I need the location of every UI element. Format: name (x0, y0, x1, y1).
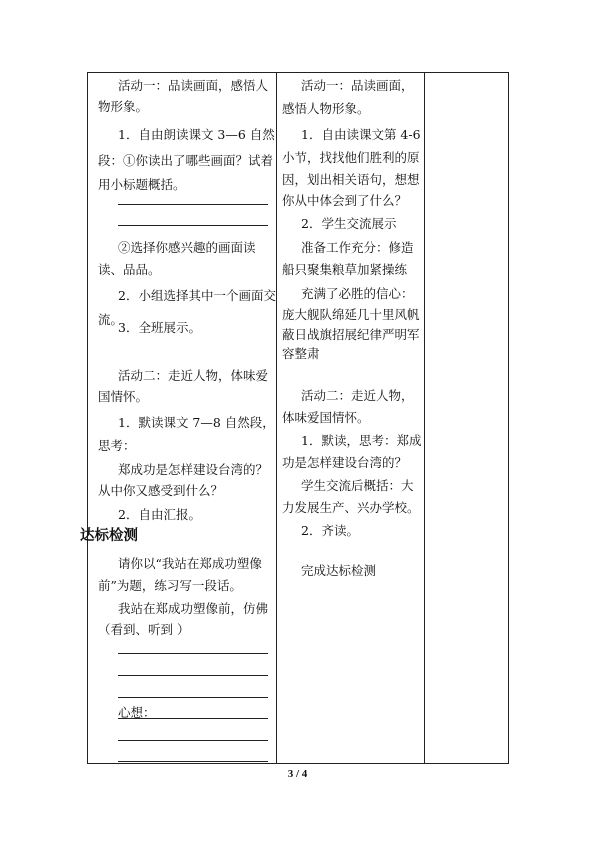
confidence-line1: 充满了必胜的信心： (301, 286, 414, 301)
confidence-line4: 容整肃 (282, 346, 320, 361)
writing-line-2 (118, 675, 268, 676)
answer-line-1 (118, 204, 268, 205)
writing-line-3 (118, 697, 268, 698)
step1b-line2: 读、品品。 (98, 262, 161, 277)
mid-step1-line1: 1．自由读课文第 4-6 (301, 127, 421, 142)
writing-line-6 (118, 761, 268, 762)
mid-activity2-title-line1: 活动二：走近人物， (301, 388, 414, 403)
mid-n1-line1: 1．默读，思考：郑成 (301, 433, 422, 448)
activity1-title-line1: 活动一：品读画面，感悟人 (118, 78, 269, 93)
step1b-line1: ②选择你感兴趣的画面读 (118, 240, 256, 255)
confidence-line2: 庞大舰队绵延几十里风帆 (282, 307, 420, 322)
summary-line1: 学生交流后概括：大 (301, 478, 414, 493)
confidence-line3: 蔽日战旗招展纪律严明军 (282, 327, 420, 342)
task-line2: 前”为题，练习写一段话。 (98, 578, 242, 593)
column-divider-1 (276, 73, 277, 763)
right-column (424, 73, 508, 763)
mid-activity2-title-line2: 体味爱国情怀。 (282, 410, 370, 425)
write-line2: （看到、听到 ） (98, 622, 190, 637)
lesson-plan-table (80, 72, 509, 764)
mid-step1-line2: 小节，找找他们胜利的原 (282, 150, 420, 165)
mid-activity1-title-line1: 活动一：品读画面， (301, 78, 414, 93)
mid-step2: 2．学生交流展示 (301, 216, 397, 231)
step2-line2: 流。 (98, 312, 124, 327)
step3: 3．全班展示。 (118, 320, 201, 335)
heart-label: 心想： (118, 705, 156, 720)
mid-step1-line4: 你从中体会到了什么？ (282, 193, 408, 208)
mid-step1-line3: 因，划出相关语句，想想 (282, 172, 420, 187)
activity2-title-line1: 活动二：走近人物，体味爱 (118, 368, 269, 383)
writing-line-4 (118, 718, 268, 719)
prep-line2: 船只聚集粮草加紧操练 (282, 262, 408, 277)
step1-line3: 用小标题概括。 (98, 177, 186, 192)
answer-line-2 (118, 225, 268, 226)
step1-line2: 段：①你读出了哪些画面？试着 (98, 153, 274, 168)
section-heading: 达标检测 (80, 528, 138, 544)
task-line1: 请你以“我站在郑成功塑像 (118, 556, 262, 571)
write-line1: 我站在郑成功塑像前，仿佛 (118, 601, 269, 616)
summary-line2: 力发展生产、兴办学校。 (282, 500, 420, 515)
prep-line1: 准备工作充分：修造 (301, 240, 414, 255)
writing-line-5 (118, 740, 268, 741)
s2: 2．自由汇报。 (118, 507, 201, 522)
step2-line1: 2．小组选择其中一个画面交 (118, 288, 276, 303)
s1-line1: 1．默读课文 7—8 自然段， (118, 415, 275, 430)
mid-n1-line2: 功是怎样建设台湾的？ (282, 455, 408, 470)
s1-question-line2: 从中你又感受到什么？ (98, 483, 224, 498)
s1-question-line1: 郑成功是怎样建设台湾的？ (118, 462, 269, 477)
writing-line-1 (118, 653, 268, 654)
page-number: 3 / 4 (287, 768, 308, 780)
activity1-title-line2: 物形象。 (98, 99, 149, 114)
mid-n2: 2．齐读。 (301, 523, 359, 538)
mid-activity1-title-line2: 感悟人物形象。 (282, 101, 370, 116)
step1-line1: 1．自由朗读课文 3—6 自然 (118, 127, 275, 142)
finish-test: 完成达标检测 (301, 563, 377, 578)
s1-line2: 思考： (98, 438, 136, 453)
activity2-title-line2: 国情怀。 (98, 389, 149, 404)
